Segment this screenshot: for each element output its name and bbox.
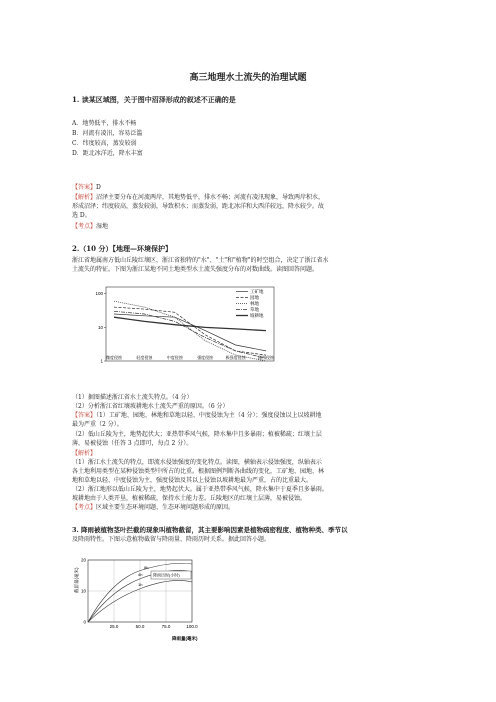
legend-label: 草地 — [250, 307, 259, 312]
analysis-text: 沼泽主要分布在河流两岸，其地势低平，排水不畅；河流有凌汛现象，导致两岸积水， — [96, 194, 325, 201]
legend-label: 坡耕地 — [250, 313, 264, 318]
point-text: 湿地 — [96, 223, 109, 230]
analysis-tag: 【解析】 — [72, 194, 97, 201]
q1-analysis-line-1 — [72, 194, 324, 202]
q2-answer-line-2: 最为严重（2 分）。 — [72, 421, 123, 428]
legend-title: 降雨历时(小时) — [153, 572, 180, 578]
legend-label: 园地 — [250, 295, 259, 300]
curve-label-1h: 1h — [138, 582, 143, 587]
q2-answer-line-1 — [72, 412, 322, 420]
page-title: 高三地理水土流失的治理试题 — [189, 72, 307, 82]
curve-label-8h: 8h — [144, 565, 149, 570]
q2-analysis-tag: 【解析】 — [72, 450, 97, 457]
q1-analysis-line-3: 选 D。 — [72, 212, 91, 219]
x-tick-label: 50.0 — [135, 624, 145, 629]
x-tick-label: 轻度侵蚀 — [136, 355, 153, 360]
q1-stem: 1. 读某区域图，关于图中沼泽形成的叙述不正确的是 — [72, 95, 236, 104]
y-tick-label: 100 — [95, 291, 103, 297]
q1-option-b: B．河流有凌汛，容易泛滥 — [72, 130, 143, 137]
q2-stem: 2.（10 分）【地理—环境保护】 — [72, 244, 172, 253]
interception-chart — [72, 554, 222, 644]
answer-tag: 【答案】 — [72, 412, 97, 419]
answer-text: （1）工矿地、园地、林地和草地以轻、中度侵蚀为主（4 分）；强度侵蚀以上以坡耕地 — [96, 412, 322, 419]
q2-sub-2: （2）分析浙江省红壤坡耕地水土流失严重的原因。（6 分） — [72, 403, 229, 410]
q2-point — [72, 504, 234, 512]
q1-answer — [72, 184, 101, 192]
curve-label-4h: 4h — [138, 572, 143, 577]
point-tag: 【考点】 — [72, 504, 97, 511]
point-tag: 【考点】 — [72, 223, 97, 230]
q2-analysis-line-5: 坡耕地由于人类开垦，植被稀疏，保持水土能力差。丘陵地区的红壤土层薄，易被侵蚀。 — [72, 495, 307, 502]
q2-analysis-line-3: 地和草地以轻、中度侵蚀为主，强度侵蚀及其以上侵蚀以坡耕地最为严重，占的比重最大。 — [72, 477, 313, 484]
legend-label: 工矿地 — [250, 289, 264, 294]
q1-option-d: D．距北冰洋近，降水丰富 — [72, 150, 143, 157]
y-axis-label: 截留量(毫米) — [74, 567, 79, 593]
x-tick-label: 微度侵蚀 — [106, 355, 122, 360]
y-tick-label: 10 — [80, 588, 86, 594]
x-tick-label: 25.0 — [109, 624, 119, 629]
y-tick-label: 0 — [83, 619, 86, 625]
point-text: 区域主要生态环境问题、生态环境问题形成的原因。 — [96, 504, 235, 511]
q3-stem-line-2: 及降雨特性。下图示意植物截留与降雨量、降雨历时关系。据此回答小题。 — [72, 536, 271, 543]
q2-answer-line-4: 薄，易被侵蚀（任答 3 点即可，每点 2 分）。 — [72, 440, 193, 447]
answer-tag: 【答案】 — [72, 184, 97, 191]
q1-point — [72, 223, 108, 231]
x-tick-label: 强度侵蚀 — [197, 355, 214, 360]
q2-intro-line-2: 土流失的特征。下图为浙江某地不同土地类型水土流失强度分布的对数曲线。读图回答问题。 — [72, 266, 319, 273]
y-tick-label: 1 — [100, 358, 103, 364]
x-tick-label: 中度侵蚀 — [166, 355, 183, 360]
q2-sub-1: （1）据图描述浙江省水土流失特点。（4 分） — [72, 394, 193, 401]
y-tick-label: 10 — [97, 324, 103, 330]
q3-stem-line-1: 3. 降雨被植物茎叶拦截的现象叫植物截留，其主要影响因素是植物疏密程度、植物种类、季节以 — [72, 526, 348, 534]
q2-analysis-line-2: 各土地利用类型在某种侵蚀类型中所占的比重。根据图例判断各曲线的变化，工矿地、园地、林 — [72, 468, 325, 475]
q1-analysis-line-2: 形成沼泽；纬度较高，蒸发较弱，导致积水；而蒸发弱，距北冰洋和大西洋较远，降水较少。故 — [72, 203, 325, 210]
x-tick-label: 极强度侵蚀 — [225, 355, 246, 360]
q1-option-a: A．地势低平，排水不畅 — [72, 120, 137, 127]
legend-label: 林地 — [250, 301, 259, 306]
q2-intro-line-1: 浙江省地属南方低山丘陵红壤区，浙江省独特的"水"、"土"和"植物"的时空组合，决定了浙江省水 — [72, 257, 329, 264]
y-tick-label: 20 — [80, 557, 86, 563]
x-axis-label: 降雨量(毫米) — [172, 636, 198, 641]
x-tick-label: 100.0 — [186, 624, 198, 629]
x-tick-label: 剧烈侵蚀 — [258, 355, 274, 360]
erosion-chart — [76, 281, 316, 379]
q2-answer-line-3: （2）低山丘陵为主，地势起伏大；亚热带季风气候，降水集中且多暴雨；植被稀疏；红壤土层 — [72, 431, 322, 438]
q2-analysis-line-4: （2）浙江地形以低山丘陵为主，地势起伏大。属于亚热带季风气候，降水集中于夏季且多暴雨。 — [72, 486, 328, 493]
x-tick-label: 75.0 — [161, 624, 171, 629]
q2-analysis-line-1: （1）浙江水土流失的特点，即流水侵蚀强度的变化特点。读图，横轴表示侵蚀强度，纵轴表示 — [72, 459, 322, 466]
q1-option-c: C．纬度较高，蒸发较弱 — [72, 140, 137, 147]
answer-value: D — [96, 184, 101, 191]
